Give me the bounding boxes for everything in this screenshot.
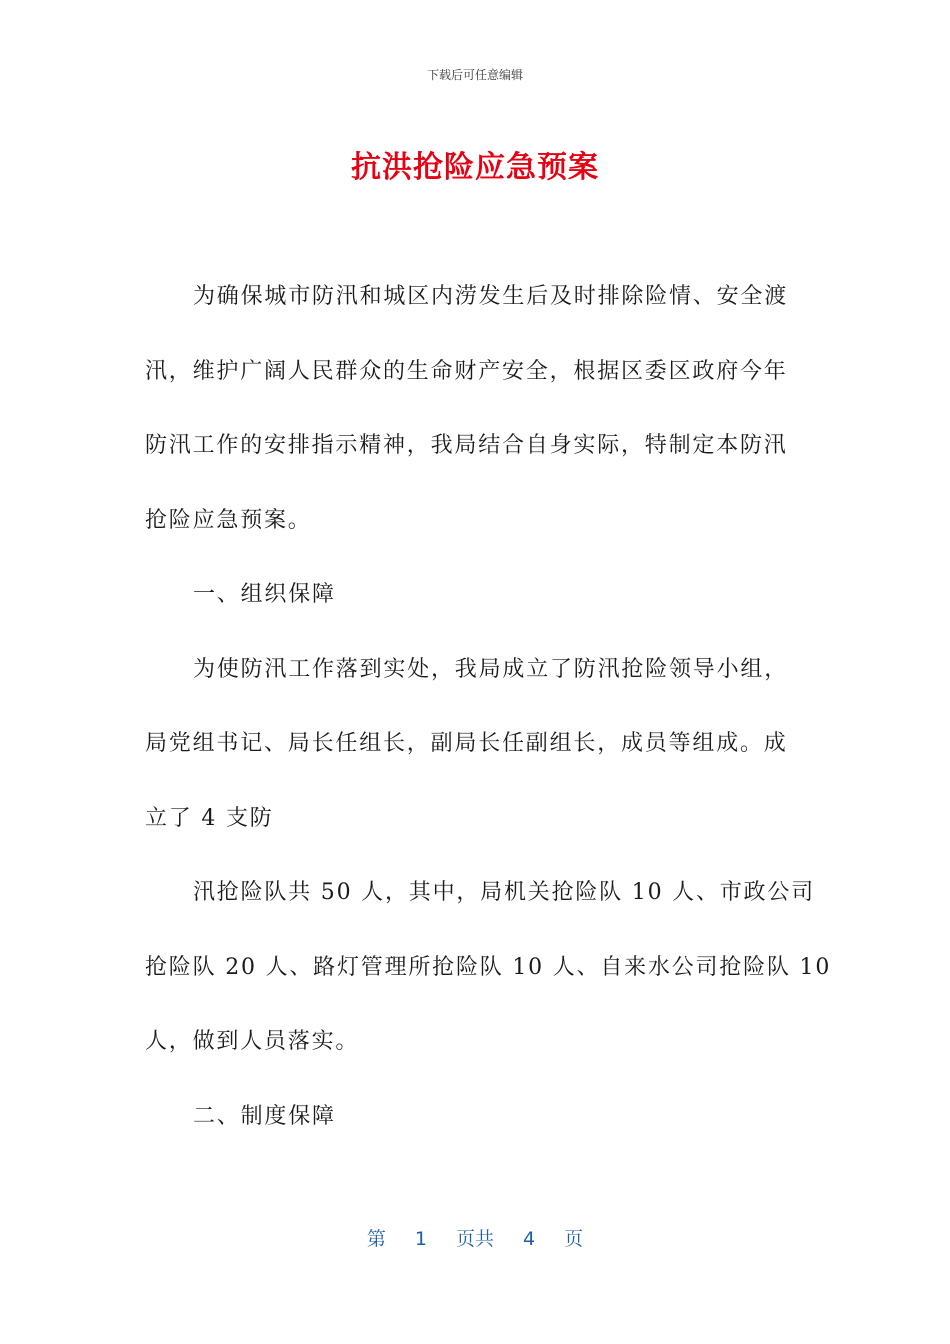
- footer-page-word: 第: [366, 1228, 386, 1250]
- paragraph-line: 防汛工作的安排指示精神，我局结合自身实际，特制定本防汛: [145, 433, 788, 458]
- paragraph-line: 立了 4 支防: [145, 805, 274, 831]
- paragraph-line: 抢险队 20 人、路灯管理所抢险队 10 人、自来水公司抢险队 10: [145, 954, 832, 980]
- page-footer: [0, 1224, 950, 1251]
- paragraph-line: 局党组书记、局长任组长，副局长任副组长，成员等组成。成: [145, 731, 788, 756]
- section-heading: 二、制度保障: [193, 1103, 336, 1129]
- header-note: 下载后可任意编辑: [426, 68, 523, 82]
- paragraph-line: 为确保城市防汛和城区内涝发生后及时排除险情、安全渡: [193, 284, 789, 309]
- paragraph-line: 汛，维护广阔人民群众的生命财产安全，根据区委区政府今年: [145, 358, 788, 384]
- paragraph-line: 汛抢险队共 50 人，其中，局机关抢险队 10 人、市政公司: [193, 880, 815, 905]
- footer-total-word: 页共: [455, 1228, 494, 1250]
- paragraph-line: 为使防汛工作落到实处，我局成立了防汛抢险领导小组，: [193, 656, 789, 682]
- document-body: [145, 268, 832, 1162]
- paragraph-line: 抢险应急预案。: [145, 507, 312, 533]
- paragraph-line: 人，做到人员落实。: [145, 1029, 360, 1054]
- footer-page-number: 1: [414, 1228, 427, 1250]
- section-heading: 一、组织保障: [193, 582, 336, 607]
- document-title: 抗洪抢险应急预案: [351, 150, 599, 185]
- footer-total-number: 4: [523, 1228, 536, 1250]
- footer-end-word: 页: [564, 1228, 584, 1250]
